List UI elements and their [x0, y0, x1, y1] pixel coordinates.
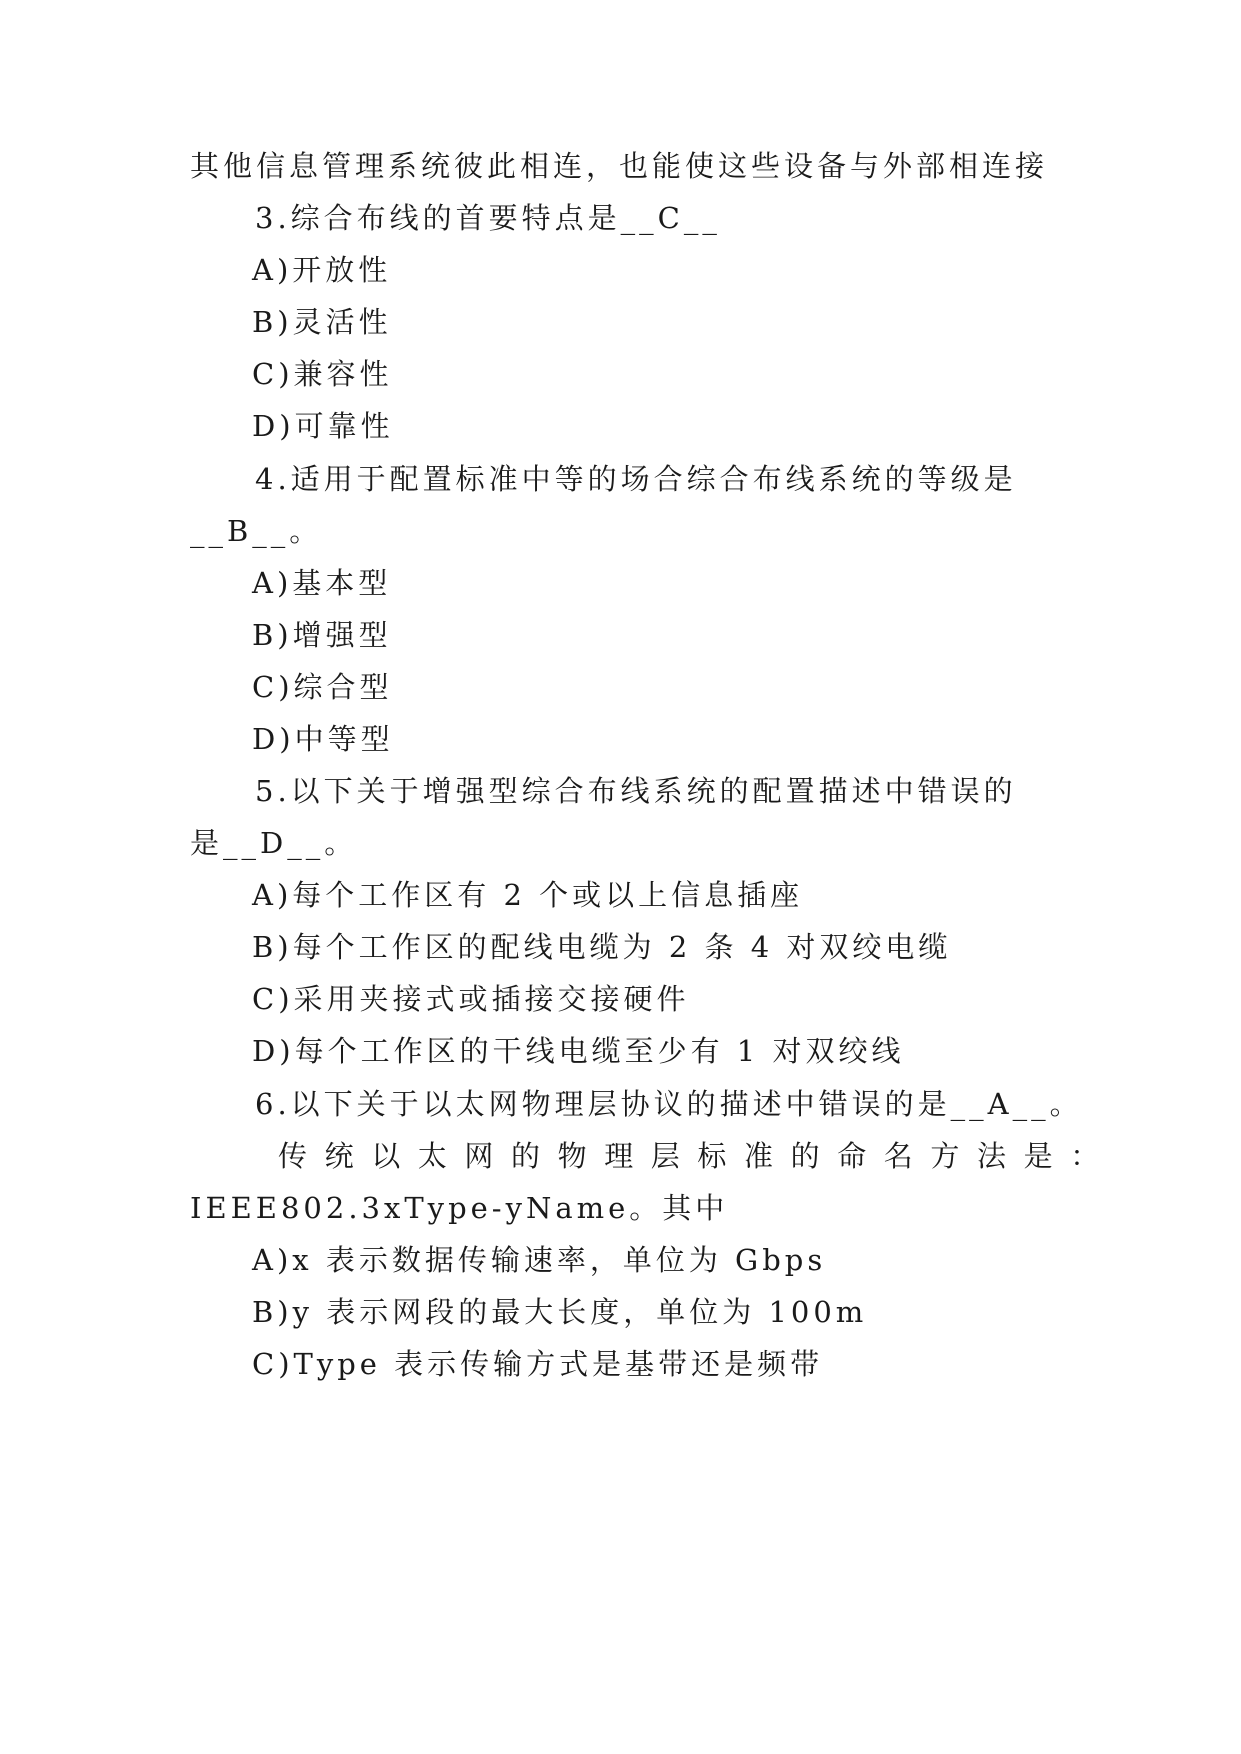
question-5: 5.以下关于增强型综合布线系统的配置描述中错误的 — [255, 774, 1017, 808]
question-6-option-a: A)x 表示数据传输速率，单位为 Gbps — [252, 1243, 827, 1277]
question-6-option-b: B)y 表示网段的最大长度，单位为 100m — [252, 1295, 868, 1329]
paragraph-continuation: 其他信息管理系统彼此相连，也能使这些设备与外部相连接 — [190, 149, 1049, 183]
question-5-option-c: C)采用夹接式或插接交接硬件 — [252, 982, 690, 1016]
question-3-option-c: C)兼容性 — [252, 357, 393, 391]
question-3-option-b: B)灵活性 — [252, 305, 392, 339]
question-5-option-a: A)每个工作区有 2 个或以上信息插座 — [252, 878, 804, 912]
question-4-option-b: B)增强型 — [252, 618, 392, 652]
question-6: 6.以下关于以太网物理层协议的描述中错误的是__A__。 — [255, 1087, 1083, 1121]
question-3-option-a: A)开放性 — [252, 253, 392, 287]
question-5-option-b: B)每个工作区的配线电缆为 2 条 4 对双绞电缆 — [252, 930, 952, 964]
question-4-option-a: A)基本型 — [252, 566, 392, 600]
question-6-description-cont: IEEE802.3xType-yName。其中 — [190, 1191, 729, 1225]
question-3-option-d: D)可靠性 — [252, 409, 394, 443]
question-6-option-c: C)Type 表示传输方式是基带还是频带 — [252, 1347, 824, 1381]
question-4-option-c: C)综合型 — [252, 670, 393, 704]
question-4-answer: __B__。 — [190, 514, 323, 548]
question-3: 3.综合布线的首要特点是__C__ — [255, 201, 721, 235]
question-4-option-d: D)中等型 — [252, 722, 394, 756]
question-4: 4.适用于配置标准中等的场合综合布线系统的等级是 — [255, 462, 1017, 496]
question-5-option-d: D)每个工作区的干线电缆至少有 1 对双绞线 — [252, 1034, 905, 1068]
question-5-answer: 是__D__。 — [190, 826, 358, 860]
question-6-description: 传统以太网的物理层标准的命名方法是： — [278, 1139, 1117, 1173]
